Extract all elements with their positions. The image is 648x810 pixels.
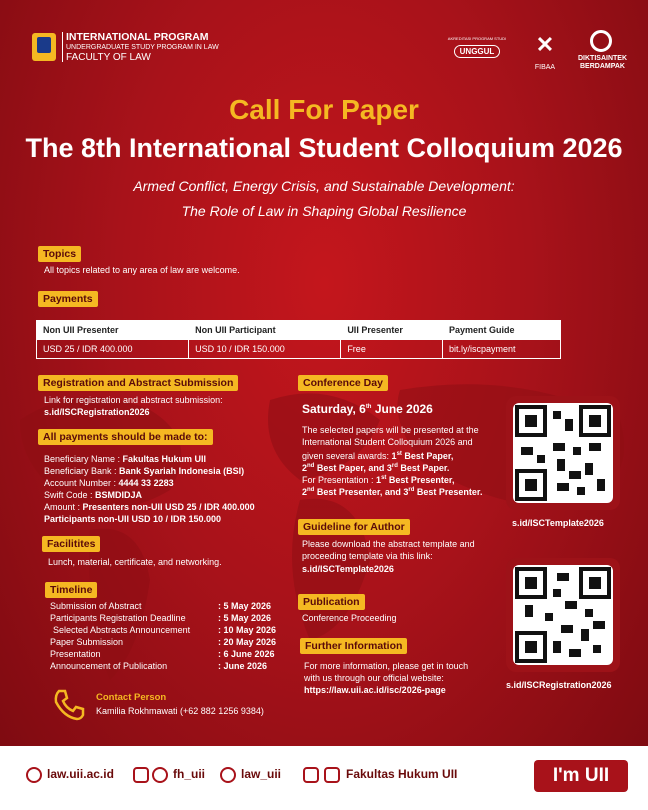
x-icon bbox=[220, 767, 236, 783]
header-faculty: FACULTY OF LAW bbox=[66, 52, 151, 63]
fee-non-uii-participant: USD 10 / IDR 150.000 bbox=[189, 340, 341, 359]
contact-text[interactable]: Kamilia Rokhmawati (+62 882 1256 9384) bbox=[96, 706, 264, 716]
payment-guide-link[interactable]: bit.ly/iscpayment bbox=[442, 340, 560, 359]
instagram-icon bbox=[133, 767, 149, 783]
amount-presenters: Amount : Presenters non-UII USD 25 / IDR 400.000 bbox=[44, 502, 255, 512]
topics-text: All topics related to any area of law are welcome. bbox=[44, 265, 240, 275]
timeline-item: Submission of Abstract bbox=[50, 601, 142, 611]
diktisaintek-label: DIKTISAINTEK bbox=[578, 55, 627, 62]
header-non-uii-participant: Non UII Participant bbox=[189, 321, 341, 340]
footer-website[interactable]: law.uii.ac.id bbox=[47, 767, 114, 781]
timeline-date: : 20 May 2026 bbox=[218, 637, 277, 647]
conference-presentation-line-2: 2nd Best Presenter, and 3rd Best Presenter. bbox=[302, 487, 483, 497]
timeline-item: Paper Submission bbox=[50, 637, 124, 647]
facilities-label: Facilitites bbox=[42, 536, 100, 552]
beneficiary-bank: Beneficiary Bank : Bank Syariah Indonesia (BSI) bbox=[44, 466, 245, 476]
conference-presentation-line: For Presentation : 1st Best Presenter, bbox=[302, 475, 455, 485]
youtube-icon bbox=[324, 767, 340, 783]
theme-line-1: Armed Conflict, Energy Crisis, and Sustainable Development: bbox=[133, 178, 515, 194]
qr-template-icon[interactable] bbox=[513, 403, 613, 503]
payment-table bbox=[36, 320, 561, 359]
conference-awards-line: given several awards: 1st Best Paper, bbox=[302, 451, 454, 461]
facilities-text: Lunch, material, certificate, and networking. bbox=[48, 557, 222, 567]
footer-instagram[interactable]: fh_uii bbox=[173, 767, 205, 781]
amount-participants: Participants non-UII USD 10 / IDR 150.000 bbox=[44, 514, 222, 524]
unggul-badge: AKREDITASI PROGRAM STUDI UNGGUL bbox=[447, 36, 507, 56]
conference-awards-line-2: 2nd Best Paper, and 3rd Best Paper. bbox=[302, 463, 450, 473]
fee-non-uii-presenter: USD 25 / IDR 400.000 bbox=[37, 340, 189, 359]
further-line-1: For more information, please get in touch bbox=[304, 661, 469, 671]
payto-label: All payments should be made to: bbox=[38, 429, 213, 445]
uii-logo-icon bbox=[32, 33, 56, 61]
guideline-line-2: proceeding template via this link: bbox=[302, 551, 433, 561]
timeline-item: Selected Abstracts Announcement bbox=[53, 625, 191, 635]
registration-label: Registration and Abstract Submission bbox=[38, 375, 238, 391]
account-number: Account Number : 4444 33 2283 bbox=[44, 478, 174, 488]
conference-label: Conference Day bbox=[298, 375, 388, 391]
conference-line-2: International Student Colloquium 2026 and bbox=[302, 437, 473, 447]
header-uii-presenter: UII Presenter bbox=[341, 321, 443, 340]
header-non-uii-presenter: Non UII Presenter bbox=[37, 321, 189, 340]
timeline-date: : 5 May 2026 bbox=[218, 601, 272, 611]
conference-date: Saturday, 6th June 2026 bbox=[302, 402, 433, 416]
publication-label: Publication bbox=[298, 594, 365, 610]
call-for-paper-title: Call For Paper bbox=[229, 94, 419, 125]
conference-line-1: The selected papers will be presented at the bbox=[302, 425, 479, 435]
footer-facebook-youtube[interactable]: Fakultas Hukum UII bbox=[346, 767, 458, 781]
timeline-item: Presentation bbox=[50, 649, 101, 659]
further-link[interactable]: https://law.uii.ac.id/isc/2026-page bbox=[304, 685, 446, 695]
further-info-label: Further Information bbox=[300, 638, 407, 654]
topics-label: Topics bbox=[38, 246, 81, 262]
qr-registration-icon[interactable] bbox=[513, 565, 613, 665]
timeline-date: : 10 May 2026 bbox=[218, 625, 277, 635]
phone-icon bbox=[52, 688, 86, 722]
swift-code: Swift Code : BSMDIDJA bbox=[44, 490, 143, 500]
timeline-label: Timeline bbox=[45, 582, 97, 598]
im-uii-logo: I'm UII bbox=[534, 760, 628, 792]
fibaa-label: FIBAA bbox=[534, 64, 556, 71]
berdampak-label: BERDAMPAK bbox=[580, 63, 625, 70]
fibaa-icon: ✕ bbox=[535, 32, 555, 57]
payment-table-row bbox=[37, 340, 561, 359]
event-title: The 8th International Student Colloquium 2026 bbox=[25, 133, 623, 163]
timeline-date: : 6 June 2026 bbox=[218, 649, 275, 659]
timeline-item: Participants Registration Deadline bbox=[50, 613, 186, 623]
qr-registration-label: s.id/ISCRegistration2026 bbox=[506, 680, 612, 690]
guideline-link[interactable]: s.id/ISCTemplate2026 bbox=[302, 564, 394, 574]
fee-uii-presenter: Free bbox=[341, 340, 443, 359]
publication-text: Conference Proceeding bbox=[302, 613, 397, 623]
header-payment-guide: Payment Guide bbox=[442, 321, 560, 340]
contact-label: Contact Person bbox=[96, 692, 167, 703]
qr-template-label: s.id/ISCTemplate2026 bbox=[512, 518, 604, 528]
tiktok-icon bbox=[152, 767, 168, 783]
beneficiary-name: Beneficiary Name : Fakultas Hukum UII bbox=[44, 454, 207, 464]
payment-table-header bbox=[37, 321, 561, 340]
timeline-date: : 5 May 2026 bbox=[218, 613, 272, 623]
diktisaintek-icon bbox=[590, 30, 612, 52]
guideline-line-1: Please download the abstract template and bbox=[302, 539, 475, 549]
theme-line-2: The Role of Law in Shaping Global Resilience bbox=[181, 203, 467, 219]
registration-link[interactable]: s.id/ISCRegistration2026 bbox=[44, 407, 150, 417]
guideline-label: Guideline for Author bbox=[298, 519, 410, 535]
facebook-icon bbox=[303, 767, 319, 783]
further-line-2: with us through our official website: bbox=[304, 673, 444, 683]
header-program: INTERNATIONAL PROGRAM bbox=[66, 31, 209, 43]
timeline-item: Announcement of Publication bbox=[50, 661, 168, 671]
timeline-date: : June 2026 bbox=[218, 661, 268, 671]
registration-text: Link for registration and abstract submission: bbox=[44, 395, 223, 405]
globe-icon bbox=[26, 767, 42, 783]
payments-label: Payments bbox=[38, 291, 98, 307]
header-study-program: UNDERGRADUATE STUDY PROGRAM IN LAW bbox=[66, 44, 219, 51]
footer-x[interactable]: law_uii bbox=[241, 767, 282, 781]
